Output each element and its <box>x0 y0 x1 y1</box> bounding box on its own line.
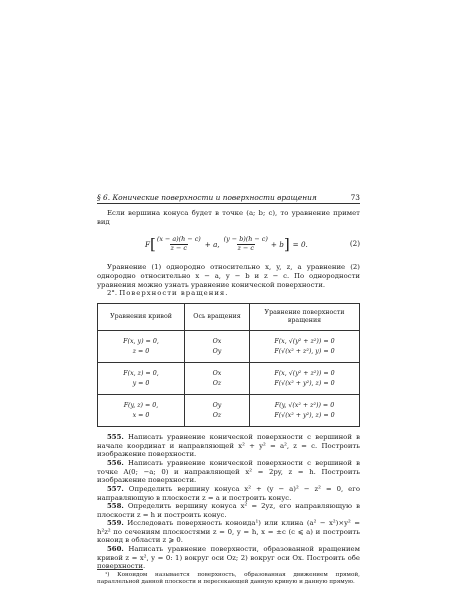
table-header-axis: Ось вращения <box>185 304 250 331</box>
table-cell-curve: F(x, y) = 0, z = 0 <box>98 331 185 363</box>
formula-F: F <box>145 239 150 249</box>
table-cell-curve: F(x, z) = 0, y = 0 <box>98 363 185 395</box>
fraction-1-denominator: z − c <box>170 243 187 252</box>
fraction-2-denominator: z − c <box>237 243 254 252</box>
table-header-row <box>98 304 360 331</box>
footnote-rule <box>97 569 143 570</box>
table-row <box>98 395 360 427</box>
header-title: § 6. Конические поверхности и поверхности вращения <box>97 193 317 202</box>
fraction-1 <box>157 236 201 252</box>
table-row <box>98 331 360 363</box>
formula-2 <box>97 235 360 253</box>
table-cell-axis: Ox Oz <box>185 363 250 395</box>
formula-plus-a: + a, <box>204 239 220 249</box>
table-cell-surface: F(y, √(x² + z²)) = 0 F(√(x² + y²), z) = 0 <box>250 395 360 427</box>
problem-555: 555. Написать уравнение конической поверхности с вершиной в начале координат и направляющей x² + y² = a², z = c. Построить изображение поверхности. <box>97 433 360 459</box>
fraction-1-numerator: (x − a)(h − c) <box>156 234 201 243</box>
right-bracket: ] <box>283 234 290 253</box>
rotation-surfaces-table <box>97 303 360 427</box>
formula-number: (2) <box>349 239 360 248</box>
intro-paragraph: Если вершина конуса будет в точке (a; b; c), то уравнение примет вид <box>97 209 360 226</box>
fraction-2 <box>224 236 268 252</box>
table-row <box>98 363 360 395</box>
formula-equals: = 0. <box>292 239 308 249</box>
formula-expression <box>145 235 308 253</box>
problem-559: 559. Исследовать поверхность коноида¹) или клина (a² − x²)×y² = h²z² по сечениям плоскостями z = 0, y = h, x = ±c (c ⩽ a) и построить коноид в области z ⩾ 0. <box>97 519 360 545</box>
fraction-2-numerator: (y − b)(h − c) <box>223 234 268 243</box>
problem-558: 558. Определить вершину конуса x² = 2yz, его направляющую в плоскости z = h и построить конус. <box>97 502 360 519</box>
header-rule <box>97 203 360 204</box>
table-cell-surface: F(x, √(y² + z²)) = 0 F(√(x² + z²), y) = 0 <box>250 331 360 363</box>
problem-560: 560. Написать уравнение поверхности, образованной вращением кривой z = x², y = 0: 1) вокруг оси Oz; 2) вокруг оси Ox. Построить обе поверхности. <box>97 545 360 571</box>
table-cell-axis: Oy Oz <box>185 395 250 427</box>
page-number: 73 <box>350 193 360 202</box>
table-cell-surface: F(x, √(y² + z²)) = 0 F(√(x² + y²), z) = 0 <box>250 363 360 395</box>
remark-paragraph: Уравнение (1) однородно относительно x, y, z, а уравнение (2) однородно относительно x − a, y − b и z − c. По однородности уравнения можно узнать уравнение конической поверхности. <box>97 263 360 289</box>
table-cell-curve: F(y, z) = 0, x = 0 <box>98 395 185 427</box>
section-heading <box>97 289 360 298</box>
table-header-curve: Уравнения кривой <box>98 304 185 331</box>
table-header-surface: Уравнение поверхности вращения <box>250 304 360 331</box>
section-number: 2°. <box>107 289 118 297</box>
problem-557: 557. Определить вершину конуса x² + (y − a)² − z² = 0, его направляющую в плоскости z = a и построить конус. <box>97 485 360 502</box>
problem-556: 556. Написать уравнение конической поверхности с вершиной в точке A(0; −a; 0) и направляющей x² = 2py, z = h. Построить изображение поверхности. <box>97 459 360 485</box>
footnote: ¹) Коноидом называется поверхность, образованная движением прямой, параллельной данной плоскости и пересекающей данную кривую и данную прямую. <box>97 572 360 586</box>
formula-plus-b: + b <box>270 239 284 249</box>
section-title: Поверхности вращения. <box>119 289 229 297</box>
left-bracket: [ <box>150 234 156 253</box>
table-cell-axis: Ox Oy <box>185 331 250 363</box>
